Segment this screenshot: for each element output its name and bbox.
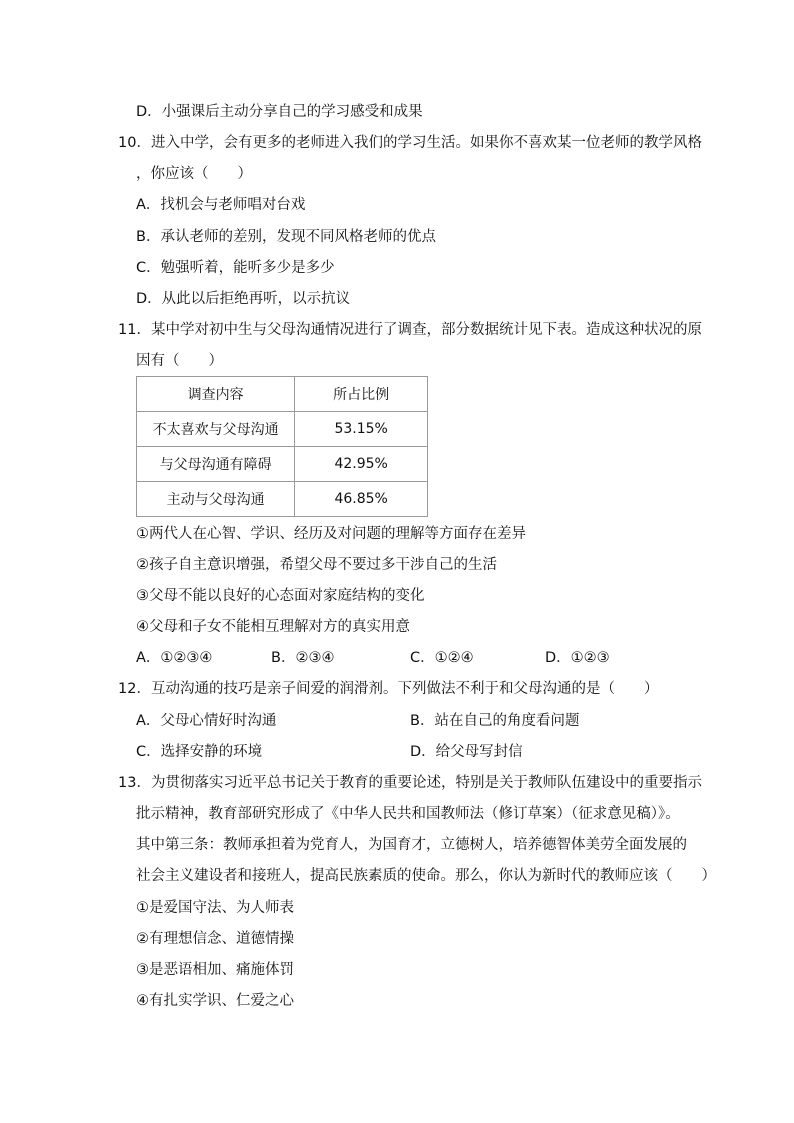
q13-stem-line-2: 批示精神，教育部研究形成了《中华人民共和国教师法（修订草案）（征求意见稿）》。 [136, 806, 680, 822]
q13-stem-line-1: 13．为贯彻落实习近平总书记关于教育的重要论述，特别是关于教师队伍建设中的重要指示 [118, 775, 702, 791]
table-cell: 46.85% [295, 482, 428, 517]
q11-option-b: B．②③④ [271, 650, 335, 666]
q13-statement-3: ③是恶语相加、痛施体罚 [136, 962, 294, 978]
table-header-cell: 调查内容 [137, 377, 295, 412]
q11-option-c: C．①②④ [410, 650, 474, 666]
q9-option-d: D．小强课后主动分享自己的学习感受和成果 [136, 104, 423, 120]
q12-option-c: C．选择安静的环境 [136, 744, 263, 760]
q12-stem: 12．互动沟通的技巧是亲子间爱的润滑剂。下列做法不利于和父母沟通的是（ ） [118, 681, 659, 697]
q12-option-a: A．父母心情好时沟通 [136, 713, 277, 729]
q11-statement-2: ②孩子自主意识增强，希望父母不要过多干涉自己的生活 [136, 557, 497, 573]
q13-stem-line-4: 社会主义建设者和接班人，提高民族素质的使命。那么，你认为新时代的教师应该（ ） [136, 868, 716, 884]
q11-statement-3: ③父母不能以良好的心态面对家庭结构的变化 [136, 588, 425, 604]
table-cell: 42.95% [295, 447, 428, 482]
table-cell: 主动与父母沟通 [137, 482, 295, 517]
q10-option-d: D．从此以后拒绝再听，以示抗议 [136, 291, 351, 307]
q11-option-a: A．①②③④ [136, 650, 213, 666]
table-row [137, 482, 428, 517]
q11-statement-4: ④父母和子女不能相互理解对方的真实用意 [136, 619, 410, 635]
table-header-cell: 所占比例 [295, 377, 428, 412]
q10-option-c: C．勉强听着，能听多少是多少 [136, 260, 335, 276]
q11-option-d: D．①②③ [545, 650, 610, 666]
q12-option-d: D．给父母写封信 [410, 744, 523, 760]
q11-statement-1: ①两代人在心智、学识、经历及对问题的理解等方面存在差异 [136, 526, 526, 542]
table-header-row [137, 377, 428, 412]
table-cell: 与父母沟通有障碍 [137, 447, 295, 482]
table-cell: 53.15% [295, 412, 428, 447]
q10-stem-line-1: 10．进入中学，会有更多的老师进入我们的学习生活。如果你不喜欢某一位老师的教学风格 [118, 135, 702, 151]
q10-option-b: B．承认老师的差别，发现不同风格老师的优点 [136, 229, 436, 245]
table-row [137, 447, 428, 482]
q12-option-b: B．站在自己的角度看问题 [410, 713, 580, 729]
table-row [137, 412, 428, 447]
q13-statement-4: ④有扎实学识、仁爱之心 [136, 993, 294, 1009]
q10-option-a: A．找机会与老师唱对台戏 [136, 197, 306, 213]
table-cell: 不太喜欢与父母沟通 [137, 412, 295, 447]
q13-stem-line-3: 其中第三条：教师承担着为党育人，为国育才，立德树人，培养德智体美劳全面发展的 [136, 837, 687, 853]
q10-stem-line-2: ，你应该（ ） [136, 166, 252, 182]
q13-statement-1: ①是爱国守法、为人师表 [136, 900, 294, 916]
q11-stem-line-1: 11．某中学对初中生与父母沟通情况进行了调查，部分数据统计见下表。造成这种状况的原 [118, 322, 702, 338]
q13-statement-2: ②有理想信念、道德情操 [136, 931, 294, 947]
survey-table [136, 376, 428, 517]
q11-stem-line-2: 因有（ ） [136, 353, 223, 369]
